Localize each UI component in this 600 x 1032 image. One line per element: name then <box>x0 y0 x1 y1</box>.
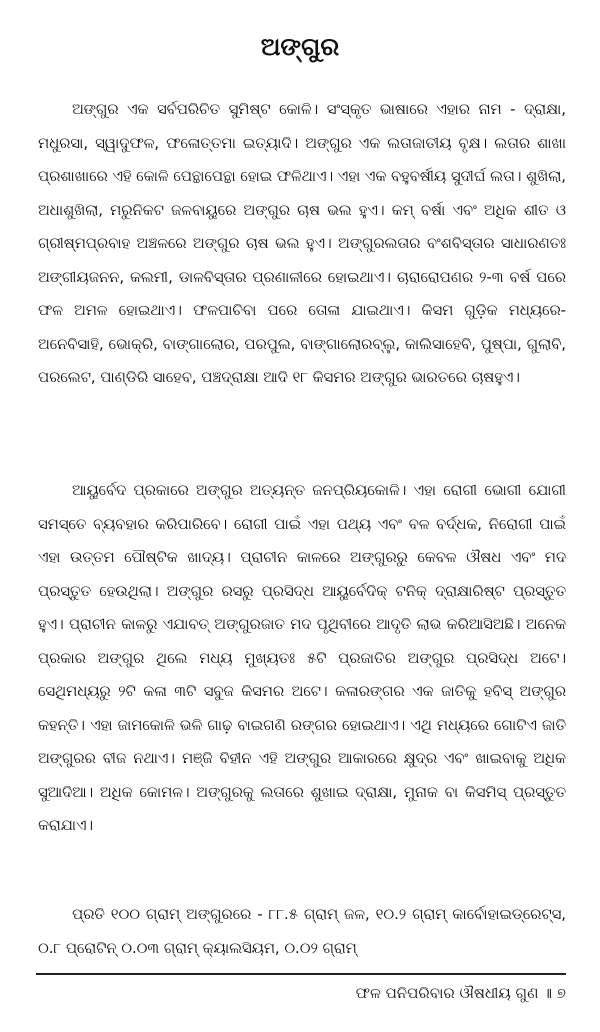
page-title: ଅଙ୍ଗୁର <box>260 32 340 61</box>
paragraph-ayurveda: ଆୟୁର୍ବେଦ ପ୍ରକାରେ ଅଙ୍ଗୁର ଅତ୍ୟନ୍ତ ଜନପ୍ରିୟକୋଳି। ଏହା ରୋଗୀ ଭୋଗୀ ଯୋଗୀ ସମସ୍ତେ ବ୍ୟବହାର କରିପାରିବେ। ରୋଗୀ ପାଇଁ ଏହା ପଥ୍ୟ ଏବଂ ବଳ ବର୍ଦ୍ଧକ, ନିରୋଗୀ ପାଇଁ ଏହା ଉତ୍ତମ ପୌଷ୍ଟିକ ଖାଦ୍ୟ। ପ୍ରାଚୀନ କାଳରେ ଅଙ୍ଗୁରରୁ କେବଳ ଔଷଧ ଏବଂ ମଦ ପ୍ରସ୍ତୁତ ହେଉଥିଲା। ଅଙ୍ଗୁର ରସରୁ ପ୍ରସିଦ୍ଧ ଆୟୁର୍ବେଦିକ୍ ଟନିକ୍ ଦ୍ରାକ୍ଷାରିଷ୍ଟ ପ୍ରସ୍ତୁତ ହୁଏ। ପ୍ରାଚୀନ କାଳରୁ ଏଯାବତ୍ ଅଙ୍ଗୁରଜାତ ମଦ ପୃଥିବୀରେ ଆଦୃତି ଲାଭ କରିଆସିଅଛି। ଅନେକ ପ୍ରକାର ଅଙ୍ଗୁର ଥିଲେ ମଧ୍ୟ ମୁଖ୍ୟତଃ ୫ଟି ପ୍ରଜାତିର ଅଙ୍ଗୁର ପ୍ରସିଦ୍ଧ ଅଟେ। ସେଥିମଧ୍ୟରୁ ୨ଟି କଳା ୩ଟି ସବୁଜ କିସମର ଅଟେ। କଳାରଙ୍ଗର ଏକ ଜାତିକୁ ହବିସ୍ ଅଙ୍ଗୁର କହନ୍ତି। ଏହା ଜାମକୋଳି ଭଳି ଗାଢ଼ ବାଇଗଣି ରଙ୍ଗର ହୋଇଥାଏ। ଏଥି ମଧ୍ୟରେ ଗୋଟିଏ ଜାତି ଅଙ୍ଗୁରର ବୀଜ ନଥାଏ। ମଞ୍ଜି ବିହୀନ ଏହି ଅଙ୍ଗୁର ଆକାରରେ କ୍ଷୁଦ୍ର ଏବଂ ଖାଇବାକୁ ଅଧିକ ସୁଆଦିଆ। ଅଧିକ କୋମଳ। ଅଙ୍ଗୁରକୁ ଲତାରେ ଶୁଖାଇ ଦ୍ରାକ୍ଷା, ମୁନାକ ବା କିସମିସ୍ ପ୍ରସ୍ତୁତ କରାଯାଏ। <box>38 482 566 834</box>
footer-divider <box>36 973 566 975</box>
running-footer: ଫଳ ପନିପରିବାର ଔଷଧୀୟ ଗୁଣ ॥ ୭ <box>355 984 566 1002</box>
paragraph-introduction: ଅଙ୍ଗୁର ଏକ ସର୍ବପରିଚିତ ସୁମିଷ୍ଟ କୋଳି। ସଂସ୍କୃତ ଭାଷାରେ ଏହାର ନାମ - ଦ୍ରାକ୍ଷା, ମଧୁରସା, ସ୍ୱାଦୁଫଳ, ଫଳୋତ୍ତମା ଇତ୍ୟାଦି। ଅଙ୍ଗୁର ଏକ ଲତାଜାତୀୟ ବୃକ୍ଷ। ଲତାର ଶାଖା ପ୍ରଶାଖାରେ ଏହି କୋଳି ପେନ୍ଥାପେନ୍ଥା ହୋଇ ଫଳିଥାଏ। ଏହା ଏକ ବହୁବର୍ଷୀୟ ସୁଦୀର୍ଘ ଲତା। ଶୁଖିଲା, ଅଧାଶୁଖିଲା, ମରୁନିକଟ ଜଳବାୟୁରେ ଅଙ୍ଗୁର ଚାଷ ଭଲ ହୁଏ। କମ୍ ବର୍ଷା ଏବଂ ଅଧିକ ଶୀତ ଓ ଗ୍ରୀଷ୍ମପ୍ରବାହ ଅଞ୍ଚଳରେ ଅଙ୍ଗୁର ଚାଷ ଭଲ ହୁଏ। ଅଙ୍ଗୁରଲତାର ବଂଶବିସ୍ତାର ସାଧାରଣତଃ ଅଙ୍ଗୀୟଜନନ, କଲମୀ, ଡାଳବିସ୍ତାର ପ୍ରଣାଳୀରେ ହୋଇଥାଏ। ଚାରାରୋପଣର ୨-୩ ବର୍ଷ ପରେ ଫଳ ଅମଳ ହୋଇଥାଏ। ଫଳପାଚିବା ପରେ ତୋଳା ଯାଇଥାଏ। କିସମ ଗୁଡ଼ିକ ମଧ୍ୟରେ- ଅନେବିସାହି, ଭୋକ୍ରି, ବାଙ୍ଗାଲୋର, ପରପୁଲ, ବାଙ୍ଗାଲୋରବ୍ଲୁ, କାଲିସାହେବି, ପୁଷ୍ପା, ଗୁଲାବି, ପରଲେଟ, ପାଣ୍ଡିରି ସାହେବ, ପଞ୍ଚଦ୍ରାକ୍ଷା ଆଦି ୧୮ କିସମର ଅଙ୍ଗୁର ଭାରତରେ ଚାଷହୁଏ। <box>38 101 566 386</box>
paragraph-nutrition: ପ୍ରତି ୧୦୦ ଗ୍ରାମ୍ ଅଙ୍ଗୁରରେ - ୮୮.୫ ଗ୍ରାମ୍ ଜଳ, ୧୦.୨ ଗ୍ରାମ୍ କାର୍ବୋହାଇଡ୍ରେଟ୍ସ, ୦.୮ ପ୍ରୋଟିନ୍ ୦.୦୩ ଗ୍ରାମ୍ କ୍ୟାଲସିୟମ, ୦.୦୨ ଗ୍ରାମ୍ <box>38 906 566 957</box>
